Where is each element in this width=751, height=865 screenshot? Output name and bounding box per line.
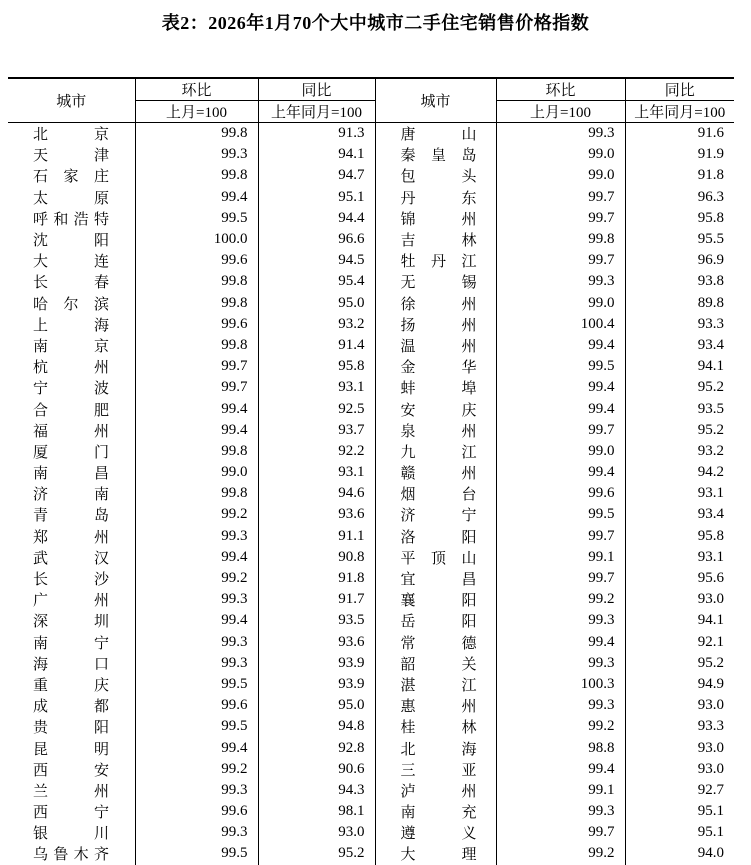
yoy-value-left: 94.1 — [258, 144, 375, 165]
mom-value-left: 99.8 — [135, 293, 258, 314]
mom-value-right: 99.7 — [496, 568, 625, 589]
yoy-value-left: 90.8 — [258, 547, 375, 568]
mom-value-left: 99.3 — [135, 780, 258, 801]
yoy-value-left: 93.7 — [258, 420, 375, 441]
yoy-value-right: 93.4 — [625, 335, 734, 356]
table-row — [8, 123, 734, 145]
table-row — [8, 674, 734, 695]
table-header — [8, 78, 734, 123]
city-cell-right: 烟台 — [375, 483, 496, 504]
yoy-value-right: 93.0 — [625, 589, 734, 610]
mom-value-left: 99.5 — [135, 208, 258, 229]
yoy-value-left: 93.9 — [258, 674, 375, 695]
yoy-value-right: 94.0 — [625, 843, 734, 865]
mom-value-left: 99.2 — [135, 504, 258, 525]
table-row — [8, 335, 734, 356]
yoy-value-left: 93.6 — [258, 632, 375, 653]
mom-value-right: 99.4 — [496, 759, 625, 780]
table-row — [8, 610, 734, 631]
mom-value-right: 99.2 — [496, 716, 625, 737]
city-cell-left: 哈尔滨 — [33, 296, 109, 313]
yoy-value-left: 93.5 — [258, 610, 375, 631]
yoy-value-left: 93.9 — [258, 653, 375, 674]
yoy-value-right: 93.3 — [625, 716, 734, 737]
mom-value-left: 99.7 — [135, 377, 258, 398]
table-row — [8, 780, 734, 801]
mom-value-right: 99.7 — [496, 187, 625, 208]
yoy-value-right: 93.0 — [625, 737, 734, 758]
mom-value-right: 99.1 — [496, 547, 625, 568]
yoy-value-left: 94.3 — [258, 780, 375, 801]
city-cell-left: 杭州 — [33, 360, 109, 377]
mom-value-left: 99.6 — [135, 801, 258, 822]
header-mom-base-right: 上月=100 — [496, 101, 625, 123]
table-row — [8, 229, 734, 250]
table-row — [8, 420, 734, 441]
city-cell-left: 深圳 — [33, 614, 109, 631]
yoy-value-left: 91.1 — [258, 526, 375, 547]
yoy-value-right: 96.3 — [625, 187, 734, 208]
mom-value-left: 99.4 — [135, 420, 258, 441]
yoy-value-left: 91.8 — [258, 568, 375, 589]
city-cell-right: 牡丹江 — [375, 250, 496, 271]
yoy-value-right: 92.7 — [625, 780, 734, 801]
city-cell-right: 金华 — [375, 356, 496, 377]
city-cell-left: 太原 — [33, 190, 109, 207]
yoy-value-left: 96.6 — [258, 229, 375, 250]
yoy-value-left: 98.1 — [258, 801, 375, 822]
mom-value-left: 99.3 — [135, 632, 258, 653]
table-row — [8, 483, 734, 504]
city-cell-right: 包头 — [375, 165, 496, 186]
city-cell-left: 南京 — [33, 338, 109, 355]
city-cell-left: 青岛 — [33, 508, 109, 525]
mom-value-right: 99.4 — [496, 462, 625, 483]
header-yoy-right: 同比 — [625, 78, 734, 101]
city-cell-left: 西安 — [33, 762, 109, 779]
yoy-value-right: 95.1 — [625, 822, 734, 843]
mom-value-left: 99.2 — [135, 568, 258, 589]
city-cell-right: 济宁 — [375, 504, 496, 525]
city-cell-right: 湛江 — [375, 674, 496, 695]
table-row — [8, 504, 734, 525]
mom-value-right: 99.3 — [496, 695, 625, 716]
table-row — [8, 250, 734, 271]
city-cell-left: 乌鲁木齐 — [33, 847, 109, 864]
mom-value-left: 99.6 — [135, 695, 258, 716]
mom-value-left: 99.8 — [135, 165, 258, 186]
city-cell-left: 重庆 — [33, 677, 109, 694]
city-cell-left: 宁波 — [33, 381, 109, 398]
city-cell-left: 贵阳 — [33, 720, 109, 737]
mom-value-left: 100.0 — [135, 229, 258, 250]
city-cell-right: 锦州 — [375, 208, 496, 229]
mom-value-right: 99.3 — [496, 653, 625, 674]
table-row — [8, 653, 734, 674]
mom-value-right: 99.2 — [496, 843, 625, 865]
yoy-value-left: 95.4 — [258, 271, 375, 292]
mom-value-right: 99.5 — [496, 504, 625, 525]
yoy-value-right: 93.4 — [625, 504, 734, 525]
yoy-value-left: 95.2 — [258, 843, 375, 865]
yoy-value-left: 91.7 — [258, 589, 375, 610]
table-row — [8, 314, 734, 335]
header-mom-left: 环比 — [135, 78, 258, 101]
city-cell-left: 大连 — [33, 254, 109, 271]
mom-value-right: 99.0 — [496, 165, 625, 186]
city-cell-left: 武汉 — [33, 550, 109, 567]
city-cell-left: 合肥 — [33, 402, 109, 419]
header-yoy-base-right: 上年同月=100 — [625, 101, 734, 123]
yoy-value-right: 93.0 — [625, 759, 734, 780]
mom-value-left: 99.4 — [135, 187, 258, 208]
yoy-value-right: 93.1 — [625, 483, 734, 504]
table-row — [8, 165, 734, 186]
table-row — [8, 822, 734, 843]
mom-value-left: 99.2 — [135, 759, 258, 780]
yoy-value-right: 93.5 — [625, 398, 734, 419]
city-cell-left: 兰州 — [33, 783, 109, 800]
mom-value-right: 98.8 — [496, 737, 625, 758]
mom-value-left: 99.8 — [135, 441, 258, 462]
city-cell-right: 岳阳 — [375, 610, 496, 631]
yoy-value-right: 95.5 — [625, 229, 734, 250]
city-cell-right: 唐山 — [375, 123, 496, 145]
city-cell-left: 西宁 — [33, 805, 109, 822]
yoy-value-left: 94.5 — [258, 250, 375, 271]
yoy-value-right: 94.9 — [625, 674, 734, 695]
mom-value-right: 99.0 — [496, 144, 625, 165]
city-cell-left: 天津 — [33, 148, 109, 165]
mom-value-left: 99.6 — [135, 250, 258, 271]
mom-value-left: 99.6 — [135, 314, 258, 335]
mom-value-left: 99.8 — [135, 271, 258, 292]
yoy-value-left: 94.7 — [258, 165, 375, 186]
yoy-value-right: 95.1 — [625, 801, 734, 822]
mom-value-right: 99.7 — [496, 822, 625, 843]
table-row — [8, 547, 734, 568]
city-cell-left: 银川 — [33, 826, 109, 843]
yoy-value-left: 93.1 — [258, 377, 375, 398]
city-cell-left: 沈阳 — [33, 233, 109, 250]
mom-value-right: 99.0 — [496, 441, 625, 462]
yoy-value-left: 91.3 — [258, 123, 375, 145]
table-row — [8, 526, 734, 547]
yoy-value-right: 91.6 — [625, 123, 734, 145]
yoy-value-right: 93.1 — [625, 547, 734, 568]
mom-value-right: 99.4 — [496, 632, 625, 653]
city-cell-left: 上海 — [33, 317, 109, 334]
yoy-value-right: 94.2 — [625, 462, 734, 483]
city-cell-right: 南充 — [375, 801, 496, 822]
yoy-value-left: 94.6 — [258, 483, 375, 504]
mom-value-right: 99.8 — [496, 229, 625, 250]
table-row — [8, 589, 734, 610]
header-yoy-base-left: 上年同月=100 — [258, 101, 375, 123]
mom-value-left: 99.4 — [135, 398, 258, 419]
table-row — [8, 716, 734, 737]
city-cell-right: 桂林 — [375, 716, 496, 737]
yoy-value-right: 95.6 — [625, 568, 734, 589]
mom-value-left: 99.3 — [135, 653, 258, 674]
yoy-value-left: 92.5 — [258, 398, 375, 419]
mom-value-right: 99.6 — [496, 483, 625, 504]
yoy-value-left: 90.6 — [258, 759, 375, 780]
header-mom-right: 环比 — [496, 78, 625, 101]
city-cell-right: 洛阳 — [375, 526, 496, 547]
mom-value-right: 100.3 — [496, 674, 625, 695]
yoy-value-left: 95.8 — [258, 356, 375, 377]
city-cell-right: 宜昌 — [375, 568, 496, 589]
mom-value-right: 99.3 — [496, 123, 625, 145]
city-cell-right: 泉州 — [375, 420, 496, 441]
yoy-value-left: 93.0 — [258, 822, 375, 843]
city-cell-right: 赣州 — [375, 462, 496, 483]
yoy-value-right: 96.9 — [625, 250, 734, 271]
table-row — [8, 801, 734, 822]
table-row — [8, 271, 734, 292]
yoy-value-right: 93.8 — [625, 271, 734, 292]
city-cell-right: 九江 — [375, 441, 496, 462]
mom-value-right: 99.5 — [496, 356, 625, 377]
yoy-value-right: 95.8 — [625, 208, 734, 229]
table-row — [8, 632, 734, 653]
table-row — [8, 568, 734, 589]
yoy-value-right: 95.8 — [625, 526, 734, 547]
price-index-table — [8, 77, 734, 865]
header-city-right: 城市 — [375, 78, 496, 123]
city-cell-left: 福州 — [33, 423, 109, 440]
yoy-value-right: 94.1 — [625, 356, 734, 377]
city-cell-right: 遵义 — [375, 822, 496, 843]
city-cell-right: 吉林 — [375, 229, 496, 250]
city-cell-left: 济南 — [33, 487, 109, 504]
city-cell-right: 韶关 — [375, 653, 496, 674]
yoy-value-right: 89.8 — [625, 293, 734, 314]
mom-value-left: 99.8 — [135, 483, 258, 504]
city-cell-left: 海口 — [33, 656, 109, 673]
yoy-value-right: 93.3 — [625, 314, 734, 335]
city-cell-right: 常德 — [375, 632, 496, 653]
city-cell-left: 南昌 — [33, 466, 109, 483]
table-row — [8, 759, 734, 780]
city-cell-right: 平顶山 — [375, 547, 496, 568]
mom-value-left: 99.3 — [135, 589, 258, 610]
yoy-value-left: 93.6 — [258, 504, 375, 525]
yoy-value-left: 94.8 — [258, 716, 375, 737]
table-row — [8, 356, 734, 377]
yoy-value-left: 95.0 — [258, 695, 375, 716]
table-row — [8, 398, 734, 419]
city-cell-right: 蚌埠 — [375, 377, 496, 398]
mom-value-left: 99.8 — [135, 123, 258, 145]
city-cell-right: 扬州 — [375, 314, 496, 335]
mom-value-left: 99.7 — [135, 356, 258, 377]
city-cell-right: 三亚 — [375, 759, 496, 780]
city-cell-right: 无锡 — [375, 271, 496, 292]
city-cell-left: 呼和浩特 — [33, 211, 109, 228]
table-row — [8, 377, 734, 398]
city-cell-right: 襄阳 — [375, 589, 496, 610]
city-cell-left: 厦门 — [33, 444, 109, 461]
table-row — [8, 208, 734, 229]
city-cell-left: 昆明 — [33, 741, 109, 758]
yoy-value-left: 95.1 — [258, 187, 375, 208]
city-cell-right: 大理 — [375, 843, 496, 865]
yoy-value-right: 92.1 — [625, 632, 734, 653]
yoy-value-right: 95.2 — [625, 420, 734, 441]
table-row — [8, 187, 734, 208]
yoy-value-right: 95.2 — [625, 377, 734, 398]
mom-value-right: 99.4 — [496, 335, 625, 356]
city-cell-left: 南宁 — [33, 635, 109, 652]
table-body — [8, 123, 734, 865]
table-row — [8, 441, 734, 462]
city-cell-right: 徐州 — [375, 293, 496, 314]
mom-value-right: 99.3 — [496, 271, 625, 292]
page-title: 表2：2026年1月70个大中城市二手住宅销售价格指数 — [161, 13, 590, 33]
table-row — [8, 843, 734, 865]
mom-value-right: 99.3 — [496, 801, 625, 822]
mom-value-left: 99.3 — [135, 822, 258, 843]
city-cell-left: 长春 — [33, 275, 109, 292]
table-row — [8, 695, 734, 716]
mom-value-right: 99.1 — [496, 780, 625, 801]
city-cell-left: 北京 — [33, 127, 109, 144]
mom-value-right: 99.7 — [496, 250, 625, 271]
city-cell-left: 成都 — [33, 699, 109, 716]
city-cell-right: 惠州 — [375, 695, 496, 716]
header-city-left: 城市 — [8, 78, 135, 123]
header-mom-base-left: 上月=100 — [166, 105, 227, 121]
yoy-value-left: 93.2 — [258, 314, 375, 335]
yoy-value-left: 94.4 — [258, 208, 375, 229]
mom-value-left: 99.5 — [135, 716, 258, 737]
city-cell-left: 郑州 — [33, 529, 109, 546]
yoy-value-left: 95.0 — [258, 293, 375, 314]
mom-value-right: 99.4 — [496, 398, 625, 419]
yoy-value-left: 92.8 — [258, 737, 375, 758]
mom-value-right: 99.7 — [496, 208, 625, 229]
mom-value-left: 99.4 — [135, 610, 258, 631]
table-row — [8, 144, 734, 165]
mom-value-right: 99.3 — [496, 610, 625, 631]
city-cell-left: 长沙 — [33, 572, 109, 589]
yoy-value-right: 91.9 — [625, 144, 734, 165]
table-row — [8, 462, 734, 483]
yoy-value-right: 93.2 — [625, 441, 734, 462]
city-cell-right: 泸州 — [375, 780, 496, 801]
city-cell-right: 秦皇岛 — [375, 144, 496, 165]
mom-value-right: 99.2 — [496, 589, 625, 610]
mom-value-right: 99.7 — [496, 420, 625, 441]
city-cell-left: 石家庄 — [33, 169, 109, 186]
yoy-value-right: 94.1 — [625, 610, 734, 631]
city-cell-right: 丹东 — [375, 187, 496, 208]
mom-value-right: 100.4 — [496, 314, 625, 335]
mom-value-left: 99.5 — [135, 674, 258, 695]
mom-value-left: 99.5 — [135, 843, 258, 865]
mom-value-right: 99.0 — [496, 293, 625, 314]
mom-value-left: 99.0 — [135, 462, 258, 483]
city-cell-left: 广州 — [33, 593, 109, 610]
mom-value-right: 99.7 — [496, 526, 625, 547]
table-row — [8, 293, 734, 314]
yoy-value-right: 95.2 — [625, 653, 734, 674]
yoy-value-right: 93.0 — [625, 695, 734, 716]
mom-value-left: 99.4 — [135, 547, 258, 568]
header-yoy-left: 同比 — [258, 78, 375, 101]
yoy-value-left: 91.4 — [258, 335, 375, 356]
mom-value-left: 99.3 — [135, 144, 258, 165]
city-cell-right: 北海 — [375, 737, 496, 758]
yoy-value-left: 93.1 — [258, 462, 375, 483]
mom-value-left: 99.3 — [135, 526, 258, 547]
mom-value-right: 99.4 — [496, 377, 625, 398]
yoy-value-right: 91.8 — [625, 165, 734, 186]
yoy-value-left: 92.2 — [258, 441, 375, 462]
table-row — [8, 737, 734, 758]
mom-value-left: 99.8 — [135, 335, 258, 356]
mom-value-left: 99.4 — [135, 737, 258, 758]
city-cell-right: 温州 — [375, 335, 496, 356]
city-cell-right: 安庆 — [375, 398, 496, 419]
